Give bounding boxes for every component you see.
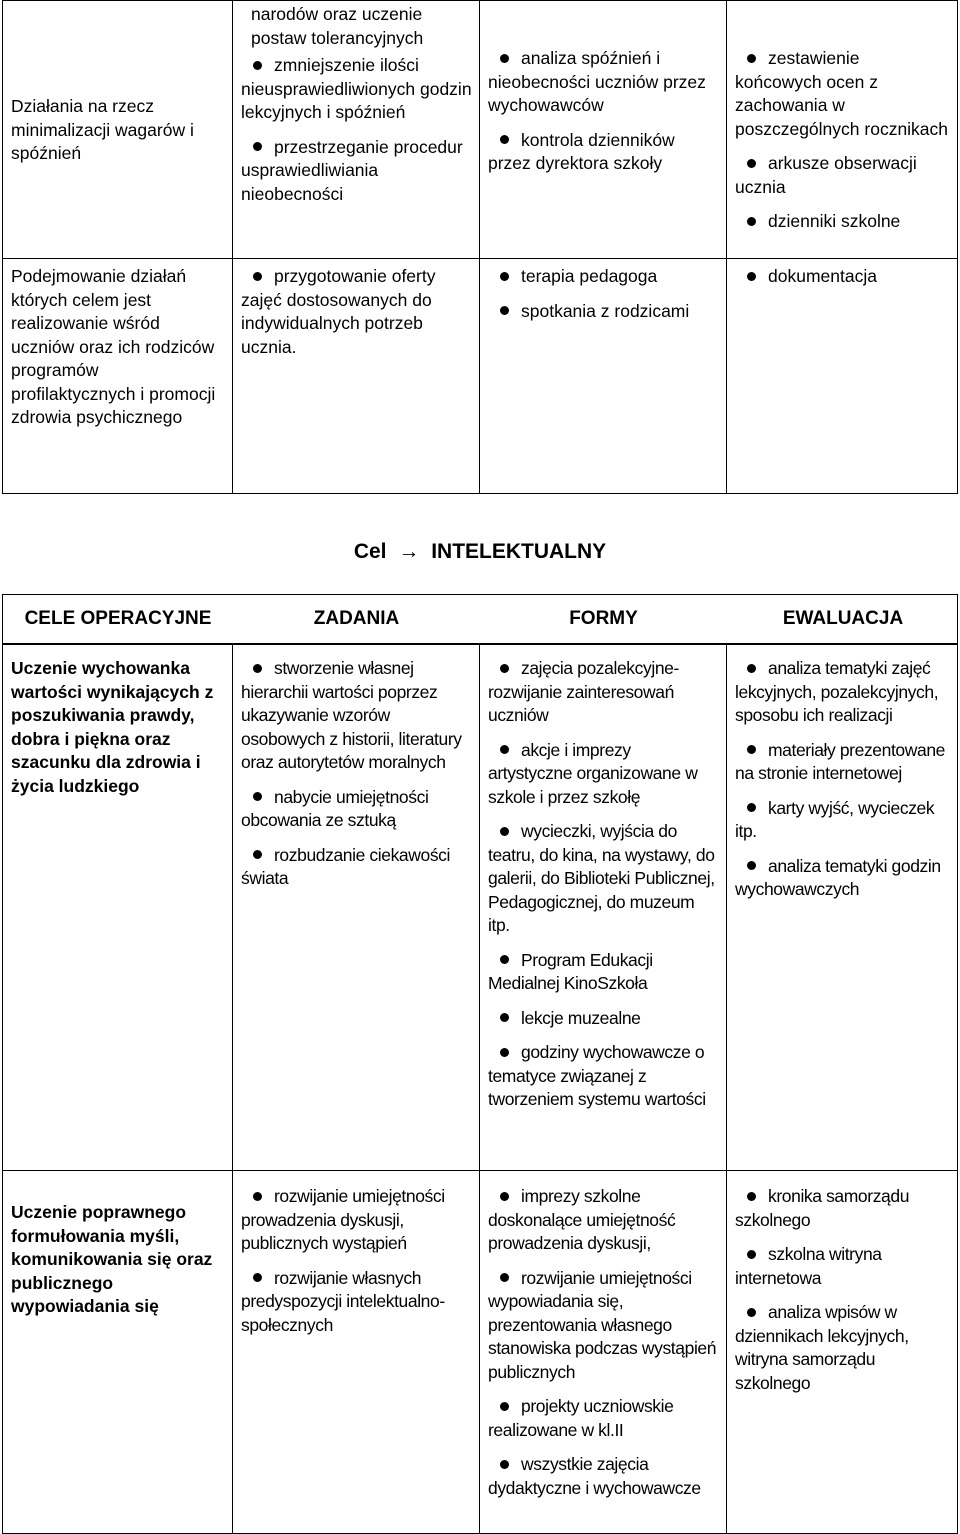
header-tasks: ZADANIA [313,608,400,629]
bullet-icon [253,1273,262,1282]
bullet-icon [253,792,262,801]
list-item: rozwijanie umiejętności prowadzenia dyskusji, publicznych wystąpień [241,1186,445,1253]
bullet-icon [500,54,509,63]
evaluation-list [735,1185,950,1395]
list-item: imprezy szkolne doskonalące umiejętność prowadzenia dyskusji, [488,1186,676,1253]
bullet-icon [747,159,756,168]
header-forms: FORMY [569,608,638,629]
list-item: terapia pedagoga [488,265,719,289]
bullet-icon [253,664,262,673]
evaluation-list [735,657,950,902]
bullet-icon [747,664,756,673]
top-row-1 [2,0,958,258]
list-item: dokumentacja [735,265,950,289]
list-item: arkusze obserwacji ucznia [735,153,917,197]
bullet-icon [747,1192,756,1201]
list-item: rozwijanie umiejętności wypowiadania się, prezentowania własnego stanowiska podczas wystąpień publicznych [488,1267,717,1382]
tasks-cell [232,0,479,258]
list-item: przestrzeganie procedur usprawiedliwiania nieobecności [241,136,463,204]
section-title [0,540,960,564]
list-item: analiza tematyki zajęć lekcyjnych, pozalekcyjnych, sposobu ich realizacji [735,658,939,725]
tasks-list [241,265,472,359]
list-item: rozbudzanie ciekawości świata [241,844,451,888]
bullet-icon [500,664,509,673]
main-table [2,644,958,1534]
list-item: analiza tematyki godzin wychowawczych [735,855,941,899]
list-item: zmniejszenie ilości nieusprawiedliwionych godzin lekcyjnych i spóźnień [241,55,472,122]
bullet-icon [500,1013,509,1022]
list-item: godziny wychowawcze o tematyce związanej z tworzeniem systemu wartości [488,1042,706,1109]
tasks-list [241,54,472,206]
evaluation-cell [726,0,958,258]
list-item: dzienniki szkolne [735,210,950,234]
bullet-icon [253,1192,262,1201]
evaluation-list [735,265,950,289]
list-item: projekty uczniowskie realizowane w kl.II [488,1396,674,1440]
list-item: kronika samorządu szkolnego [735,1186,910,1230]
forms-list [488,47,719,176]
forms-list [488,657,719,1112]
evaluation-list [735,47,950,234]
header-evaluation: EWALUACJA [782,608,904,629]
bullet-icon [500,1460,509,1469]
bullet-icon [747,217,756,226]
tasks-cell [232,258,479,494]
tasks-cell [232,644,479,1170]
bullet-icon [747,1308,756,1317]
list-item: nabycie umiejętności obcowania ze sztuką [241,786,429,830]
table-header [2,594,958,644]
goal-cell [2,258,232,494]
bullet-icon [500,135,509,144]
bullet-icon [747,272,756,281]
list-item: analiza wpisów w dziennikach lekcyjnych, witryna samorządu szkolnego [735,1302,909,1393]
bullet-icon [500,1192,509,1201]
goal-cell [2,644,232,1170]
goal-text: Uczenie poprawnego formułowania myśli, komunikowania się oraz publicznego wypowiadania się [11,1202,213,1316]
list-item: analiza spóźnień i nieobecności uczniów przez wychowawców [488,48,706,115]
bullet-icon [747,745,756,754]
bullet-icon [500,1048,509,1057]
list-item: Program Edukacji Medialnej KinoSzkoła [488,949,653,993]
bullet-icon [747,1250,756,1259]
bullet-icon [500,955,509,964]
bullet-icon [500,827,509,836]
section-title-name: INTELEKTUALNY [431,540,607,563]
bullet-icon [747,54,756,63]
list-item: kontrola dzienników przez dyrektora szkoły [488,129,675,173]
list-item: spotkania z rodzicami [488,300,719,324]
goal-text: Podejmowanie działań których celem jest realizowanie wśród uczniów oraz ich rodziców programów profilaktycznych i promocji zdrowia psychicznego [11,266,216,427]
bullet-icon [747,861,756,870]
header-goals: CELE OPERACYJNE [24,608,212,629]
goal-text: Uczenie wychowanka wartości wynikających z poszukiwania prawdy, dobra i piękna oraz szacunku dla zdrowia i życia ludzkiego [11,658,214,796]
forms-cell [479,644,726,1170]
list-item: wszystkie zajęcia dydaktyczne i wychowawcze [488,1454,701,1498]
list-item: zajęcia pozalekcyjne- rozwijanie zainteresowań uczniów [488,658,679,725]
list-item: przygotowanie oferty zajęć dostosowanych do indywidualnych potrzeb ucznia. [241,266,436,357]
goal-text: Działania na rzecz minimalizacji wagarów i spóźnień [11,96,194,164]
table-row [2,1170,958,1534]
bullet-icon [253,850,262,859]
list-item: zestawienie końcowych ocen z zachowania w poszczególnych rocznikach [735,48,949,139]
evaluation-cell [726,258,958,494]
tasks-lead-text: narodów oraz uczenie postaw tolerancyjnych [251,4,424,48]
list-item: karty wyjść, wycieczek itp. [735,797,935,841]
tasks-cell [232,1170,479,1534]
list-item: lekcje muzealne [488,1007,719,1031]
bullet-icon [253,272,262,281]
bullet-icon [500,1402,509,1411]
bullet-icon [500,272,509,281]
forms-cell [479,258,726,494]
list-item: stworzenie własnej hierarchii wartości poprzez ukazywanie wzorów osobowych z historii, literatury oraz autorytetów moralnych [241,658,462,772]
list-item: materiały prezentowane na stronie internetowej [735,739,945,783]
forms-cell [479,0,726,258]
list-item: akcje i imprezy artystyczne organizowane w szkole i przez szkołę [488,739,698,807]
tasks-list [241,657,472,891]
forms-list [488,1185,719,1500]
bullet-icon [253,142,262,151]
table-row [2,644,958,1170]
section-title-prefix: Cel [353,540,387,563]
list-item: wycieczki, wyjścia do teatru, do kina, na wystawy, do galerii, do Biblioteki Publicznej, Pedagogicznej, do muzeum itp. [488,821,715,935]
bullet-icon [500,306,509,315]
evaluation-cell [726,644,958,1170]
right-arrow-icon: → [398,540,420,563]
goal-cell [2,0,232,258]
bullet-icon [747,803,756,812]
list-item: rozwijanie własnych predyspozycji intelektualno-społecznych [241,1267,445,1335]
forms-cell [479,1170,726,1534]
evaluation-cell [726,1170,958,1534]
goal-cell [2,1170,232,1534]
tasks-list [241,1185,472,1337]
top-table [2,0,958,494]
forms-list [488,265,719,323]
bullet-icon [253,61,262,70]
bullet-icon [500,745,509,754]
top-row-2 [2,258,958,494]
list-item: szkolna witryna internetowa [735,1244,882,1288]
bullet-icon [500,1273,509,1282]
